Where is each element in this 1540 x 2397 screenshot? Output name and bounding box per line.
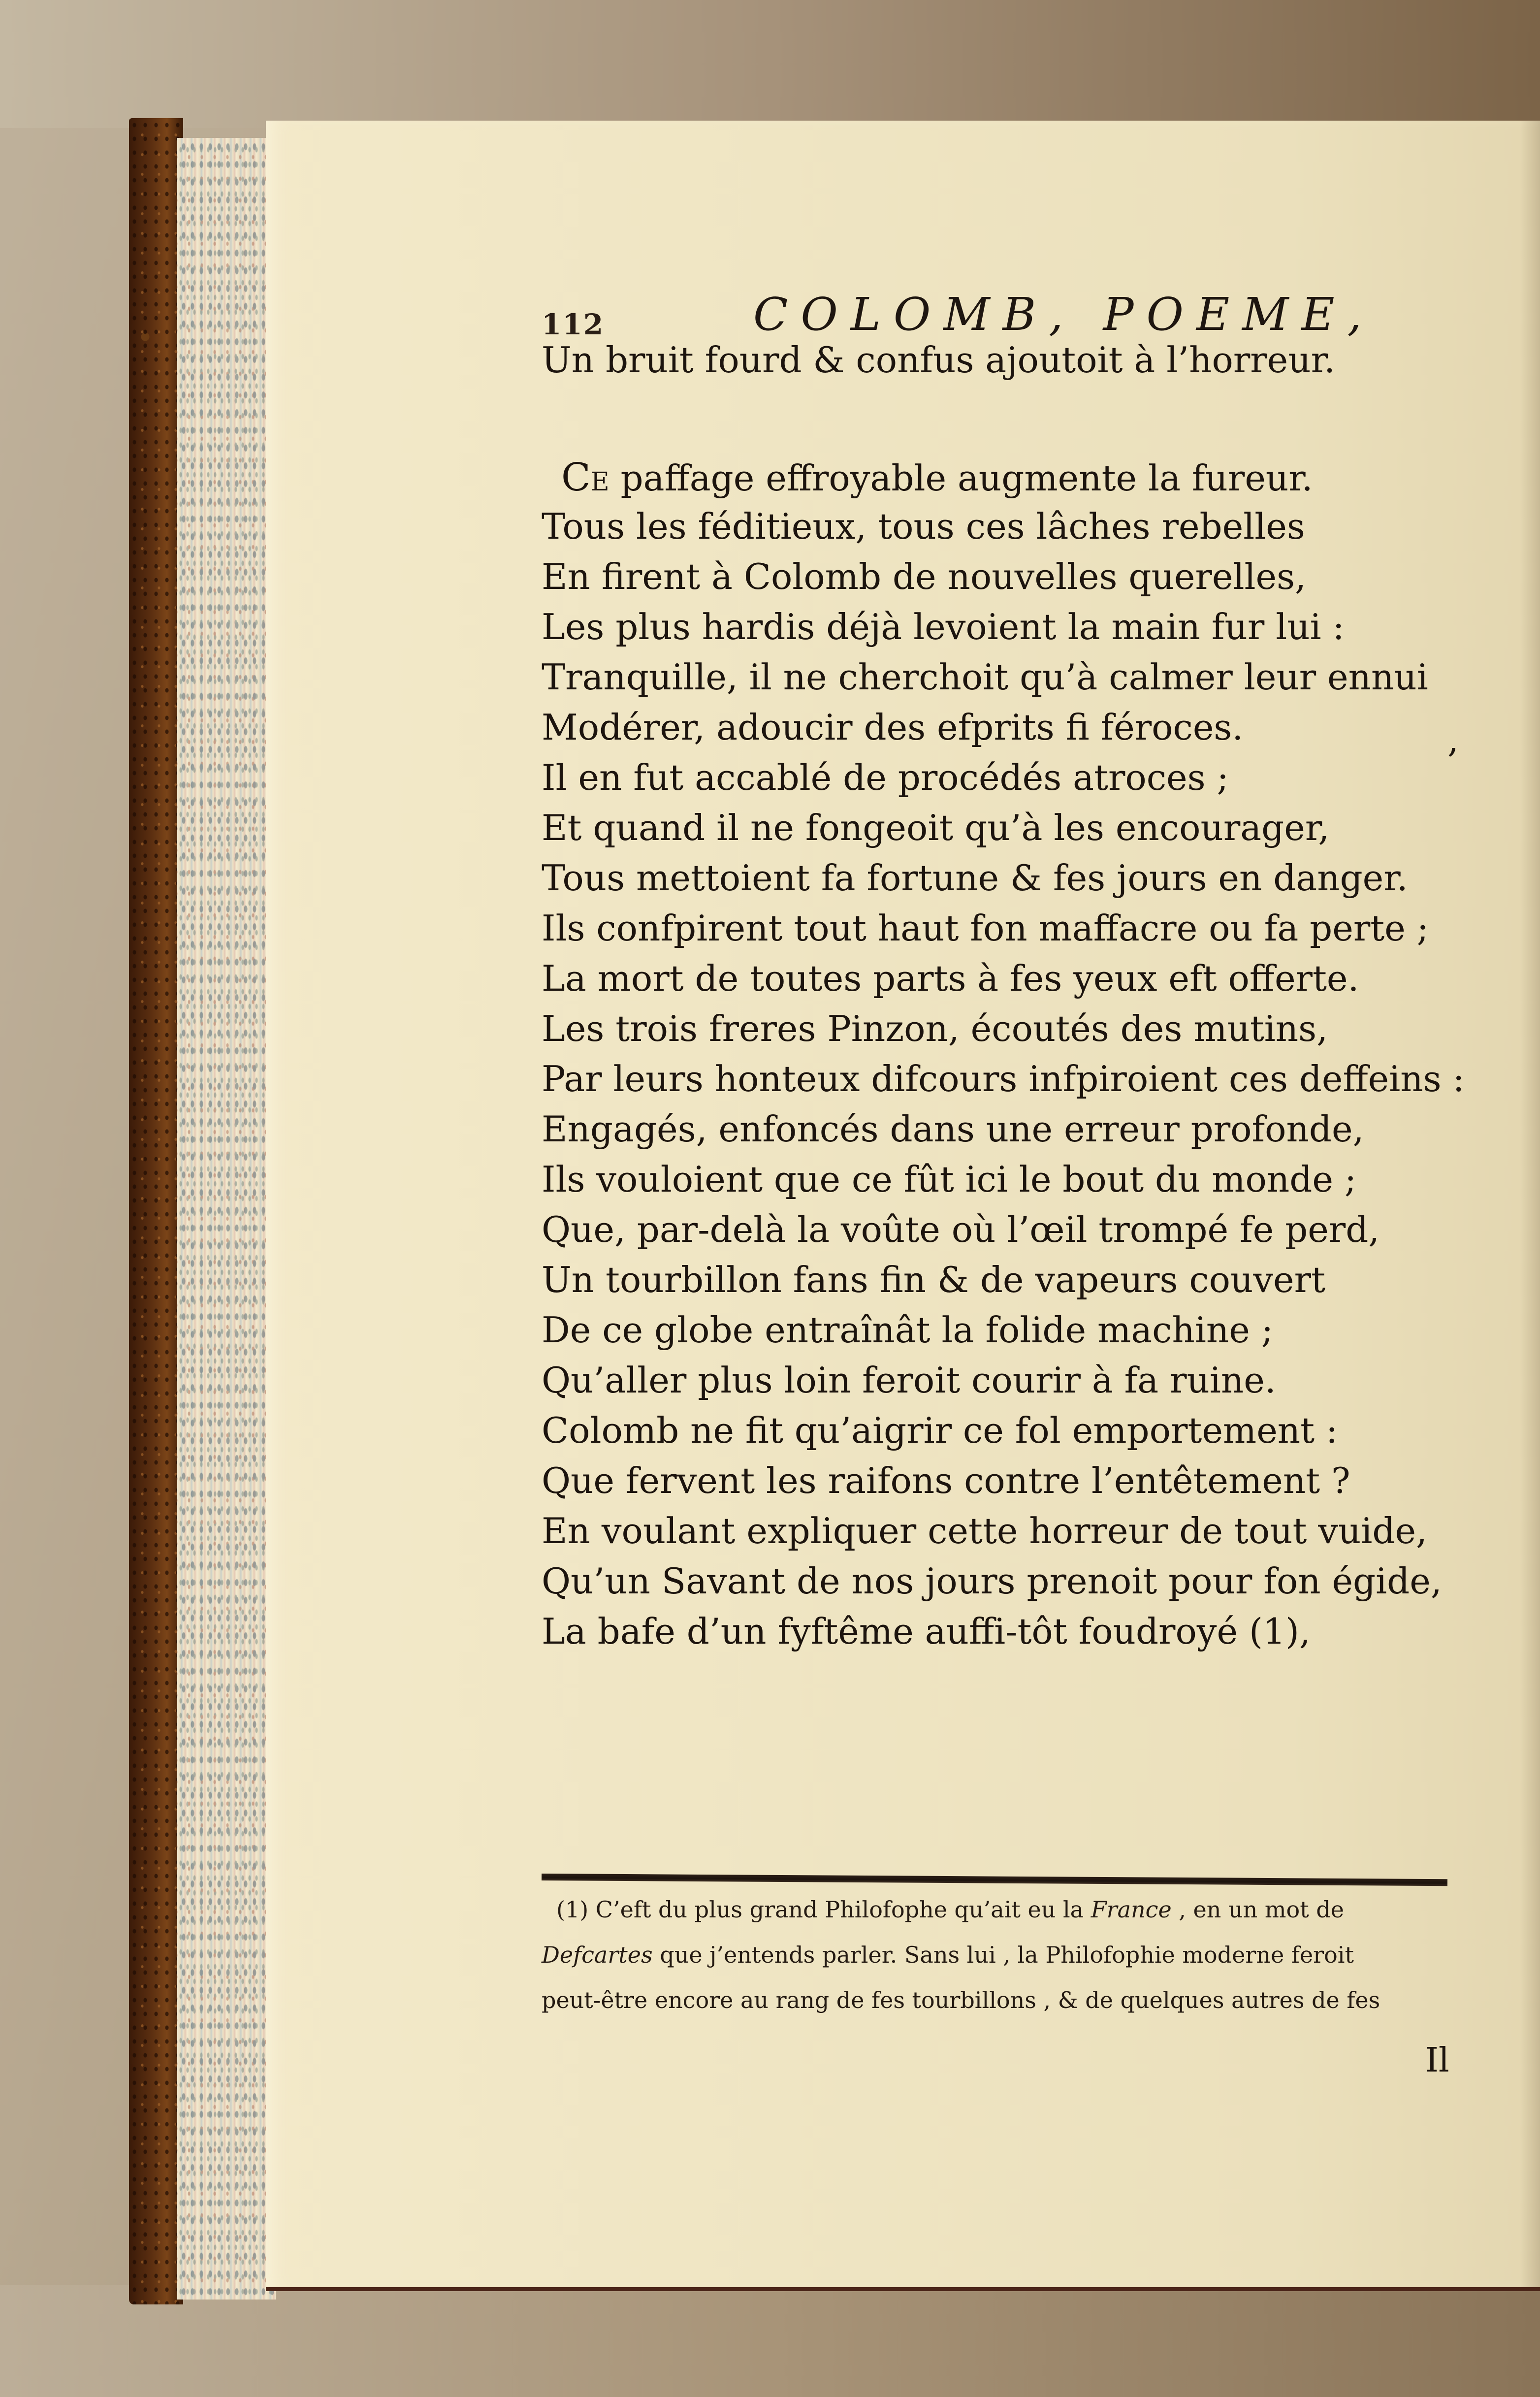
verse-line: Qu’un Savant de nos jours prenoit pour fon égide, bbox=[542, 1560, 1442, 1602]
verse-line: Colomb ne fit qu’aigrir ce fol emportement : bbox=[542, 1410, 1338, 1451]
verse-line-rest: paffage effroyable augmente la fureur. bbox=[609, 457, 1313, 499]
initial-letter: C bbox=[561, 455, 591, 500]
verse-line: Un tourbillon fans fin & de vapeurs couvert bbox=[542, 1259, 1326, 1300]
page-edges bbox=[177, 138, 276, 2300]
verse-line-stanza-start bbox=[561, 455, 1313, 500]
footnote-text: , en un mot de bbox=[1171, 1896, 1344, 1923]
verse-line: La bafe d’un fyftême auffi-tôt foudroyé (1), bbox=[542, 1611, 1311, 1652]
small-cap-letter: E bbox=[590, 467, 610, 497]
verse-line: Engagés, enfoncés dans une erreur profonde, bbox=[542, 1108, 1364, 1150]
verse-line: Et quand il ne fongeoit qu’à les encourager, bbox=[542, 807, 1330, 848]
footnote-text: que j’entends parler. Sans lui , la Philofophie moderne feroit bbox=[652, 1942, 1354, 1968]
footnote-line: peut-être encore au rang de fes tourbillons , & de quelques autres de fes bbox=[542, 1987, 1380, 2013]
verse-line: Tranquille, il ne cherchoit qu’à calmer leur ennui bbox=[542, 656, 1428, 698]
page-shadow bbox=[1520, 121, 1540, 2287]
background-top bbox=[0, 0, 1540, 128]
verse-line: Qu’aller plus loin feroit courir à fa ruine. bbox=[542, 1360, 1276, 1401]
verse-line: Les trois freres Pinzon, écoutés des mutins, bbox=[542, 1008, 1328, 1049]
running-title: COLOMB, POEME, bbox=[753, 288, 1375, 341]
verse-line: La mort de toutes parts à fes yeux eft offerte. bbox=[542, 958, 1359, 999]
verse-line: Par leurs honteux difcours infpiroient ces deffeins : bbox=[542, 1058, 1465, 1100]
verse-line: Les plus hardis déjà levoient la main fur lui : bbox=[542, 606, 1345, 648]
background-bottom bbox=[0, 2285, 1540, 2397]
verse-line: En firent à Colomb de nouvelles querelles, bbox=[542, 556, 1306, 597]
book-cover-edge bbox=[129, 118, 183, 2304]
verse-line: Ils vouloient que ce fût ici le bout du monde ; bbox=[542, 1159, 1357, 1200]
verse-line: Tous les féditieux, tous ces lâches rebelles bbox=[542, 506, 1305, 547]
footnote-line bbox=[542, 1944, 1457, 1966]
footnote-rule bbox=[542, 1874, 1447, 1886]
verse-line: Que fervent les raifons contre l’entêtement ? bbox=[542, 1460, 1350, 1501]
footnote-italic: Defcartes bbox=[542, 1942, 653, 1968]
footnote-text: (1) C’eft du plus grand Philofophe qu’ait eu la bbox=[556, 1896, 1091, 1923]
book-page bbox=[266, 121, 1540, 2291]
page-edges-marbling bbox=[177, 138, 276, 2300]
stray-comma: , bbox=[1447, 719, 1459, 760]
page-number: 112 bbox=[542, 308, 605, 341]
footnote-line bbox=[556, 1898, 1472, 1921]
verse-line: En voulant expliquer cette horreur de tout vuide, bbox=[542, 1510, 1427, 1552]
catchword: Il bbox=[1425, 2041, 1449, 2080]
verse-line: Ils confpirent tout haut fon maffacre ou fa perte ; bbox=[542, 907, 1429, 949]
verse-line: Un bruit fourd & confus ajoutoit à l’horreur. bbox=[542, 339, 1336, 381]
cover-marbling bbox=[129, 118, 183, 2304]
running-head bbox=[542, 288, 1477, 347]
verse-line: Il en fut accablé de procédés atroces ; bbox=[542, 757, 1229, 798]
verse-line: Que, par-delà la voûte où l’œil trompé fe perd, bbox=[542, 1209, 1380, 1250]
verse-line: Modérer, adoucir des efprits fi féroces. bbox=[542, 707, 1244, 748]
verse-line: Tous mettoient fa fortune & fes jours en danger. bbox=[542, 857, 1408, 899]
footnote-italic: France bbox=[1091, 1896, 1172, 1923]
verse-line: De ce globe entraînât la folide machine ; bbox=[542, 1309, 1274, 1351]
